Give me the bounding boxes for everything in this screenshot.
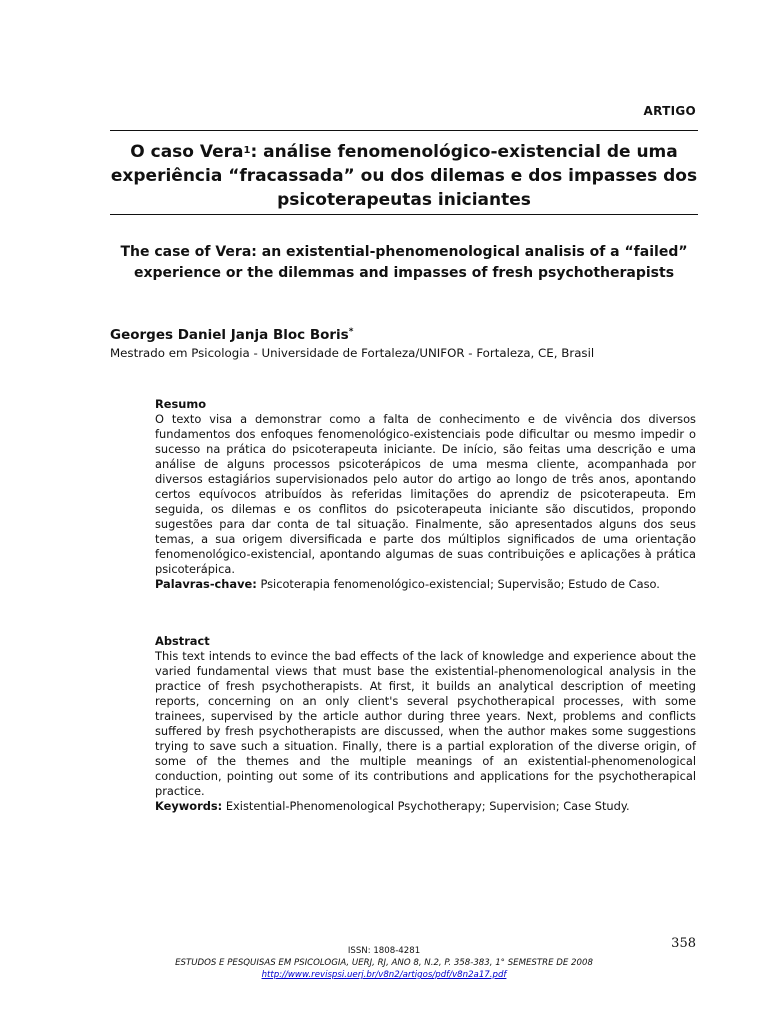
title-pt-part2: : análise fenomenológico-existencial de uma experiência “fracassada” ou dos dilemas e dos impasses dos psicoterapeutas iniciantes bbox=[110, 142, 698, 210]
footer-journal-citation: ESTUDOS E PESQUISAS EM PSICOLOGIA, UERJ, RJ, ANO 8, N.2, P. 358-383, 1° SEMESTRE DE 2008 bbox=[175, 958, 593, 968]
abstract-heading: Abstract bbox=[155, 634, 210, 648]
resumo-heading: Resumo bbox=[155, 397, 207, 411]
resumo-body: O texto visa a demonstrar como a falta de conhecimento e de vivência dos diversos fundamentos dos enfoques fenomenológico-existenciais pode dificultar ou mesmo impedir o sucesso na prática do psicoterapeuta iniciante. De início, são feitas uma descrição e uma análise de alguns processos psicoterápicos de uma mesma cliente, acompanhada por diversos estagiários supervisionados pelo autor do artigo ao longo de três anos, apontando certos equívocos atribuídos às referidas limitações do aprendiz de psicoterapeuta. Em seguida, os dilemas e os conflitos do psicoterapeuta iniciante são discutidos, propondo sugestões para dar conta de tal situação. Finalmente, são apresentados alguns dos seus temas, a sua origem diversificada e parte dos múltiplos significados de uma orientação fenomenológico-existencial, apontando algumas de suas contribuições e aplicações à prática psicoterápica. bbox=[155, 412, 696, 576]
title-top-rule bbox=[110, 130, 698, 131]
resumo-keywords bbox=[155, 577, 696, 592]
section-label: ARTIGO bbox=[643, 104, 696, 118]
author-name bbox=[110, 327, 353, 343]
article-title-portuguese bbox=[100, 140, 708, 212]
author-footnote-mark[interactable]: * bbox=[348, 327, 354, 337]
resumo-section bbox=[155, 397, 696, 592]
footer-article-link[interactable]: http://www.revispsi.uerj.br/v8n2/artigos/pdf/v8n2a17.pdf bbox=[261, 970, 507, 980]
title-bottom-rule bbox=[110, 214, 698, 215]
abstract-keywords-text: Existential-Phenomenological Psychotherapy; Supervision; Case Study. bbox=[225, 799, 630, 813]
title-pt-part1: O caso Vera bbox=[130, 142, 244, 162]
title-footnote-mark[interactable]: 1 bbox=[243, 145, 251, 156]
author-name-text: Georges Daniel Janja Bloc Boris bbox=[110, 327, 349, 343]
abstract-body: This text intends to evince the bad effects of the lack of knowledge and experience about the varied fundamental views that must base the existential-phenomenological analysis in the practice of fresh psychotherapists. At first, it builds an analytical description of meeting reports, concerning on an only client's several psychotherapical processes, with some trainees, supervised by the article author during three years. Next, problems and conflicts suffered by fresh psychotherapists are discussed, when the author makes some suggestions trying to save such a situation. Finally, there is a partial exploration of the diverse origin, of some of the themes and the multiple meanings of an existential-phenomenological conduction, pointing out some of its contributions and applications for the psychotherapical practice. bbox=[155, 649, 696, 798]
abstract-section bbox=[155, 634, 696, 814]
footer-issn: ISSN: 1808-4281 bbox=[347, 946, 421, 956]
author-affiliation: Mestrado em Psicologia - Universidade de Fortaleza/UNIFOR - Fortaleza, CE, Brasil bbox=[110, 346, 595, 360]
abstract-keywords-label: Keywords: bbox=[155, 799, 223, 813]
article-title-english: The case of Vera: an existential-phenomenological analisis of a “failed” experience or the dilemmas and impasses of fresh psychotherapists bbox=[120, 244, 688, 281]
resumo-keywords-label: Palavras-chave: bbox=[155, 577, 257, 591]
abstract-keywords bbox=[155, 799, 696, 814]
page-number: 358 bbox=[671, 936, 696, 951]
resumo-keywords-text: Psicoterapia fenomenológico-existencial; Supervisão; Estudo de Caso. bbox=[260, 577, 660, 591]
